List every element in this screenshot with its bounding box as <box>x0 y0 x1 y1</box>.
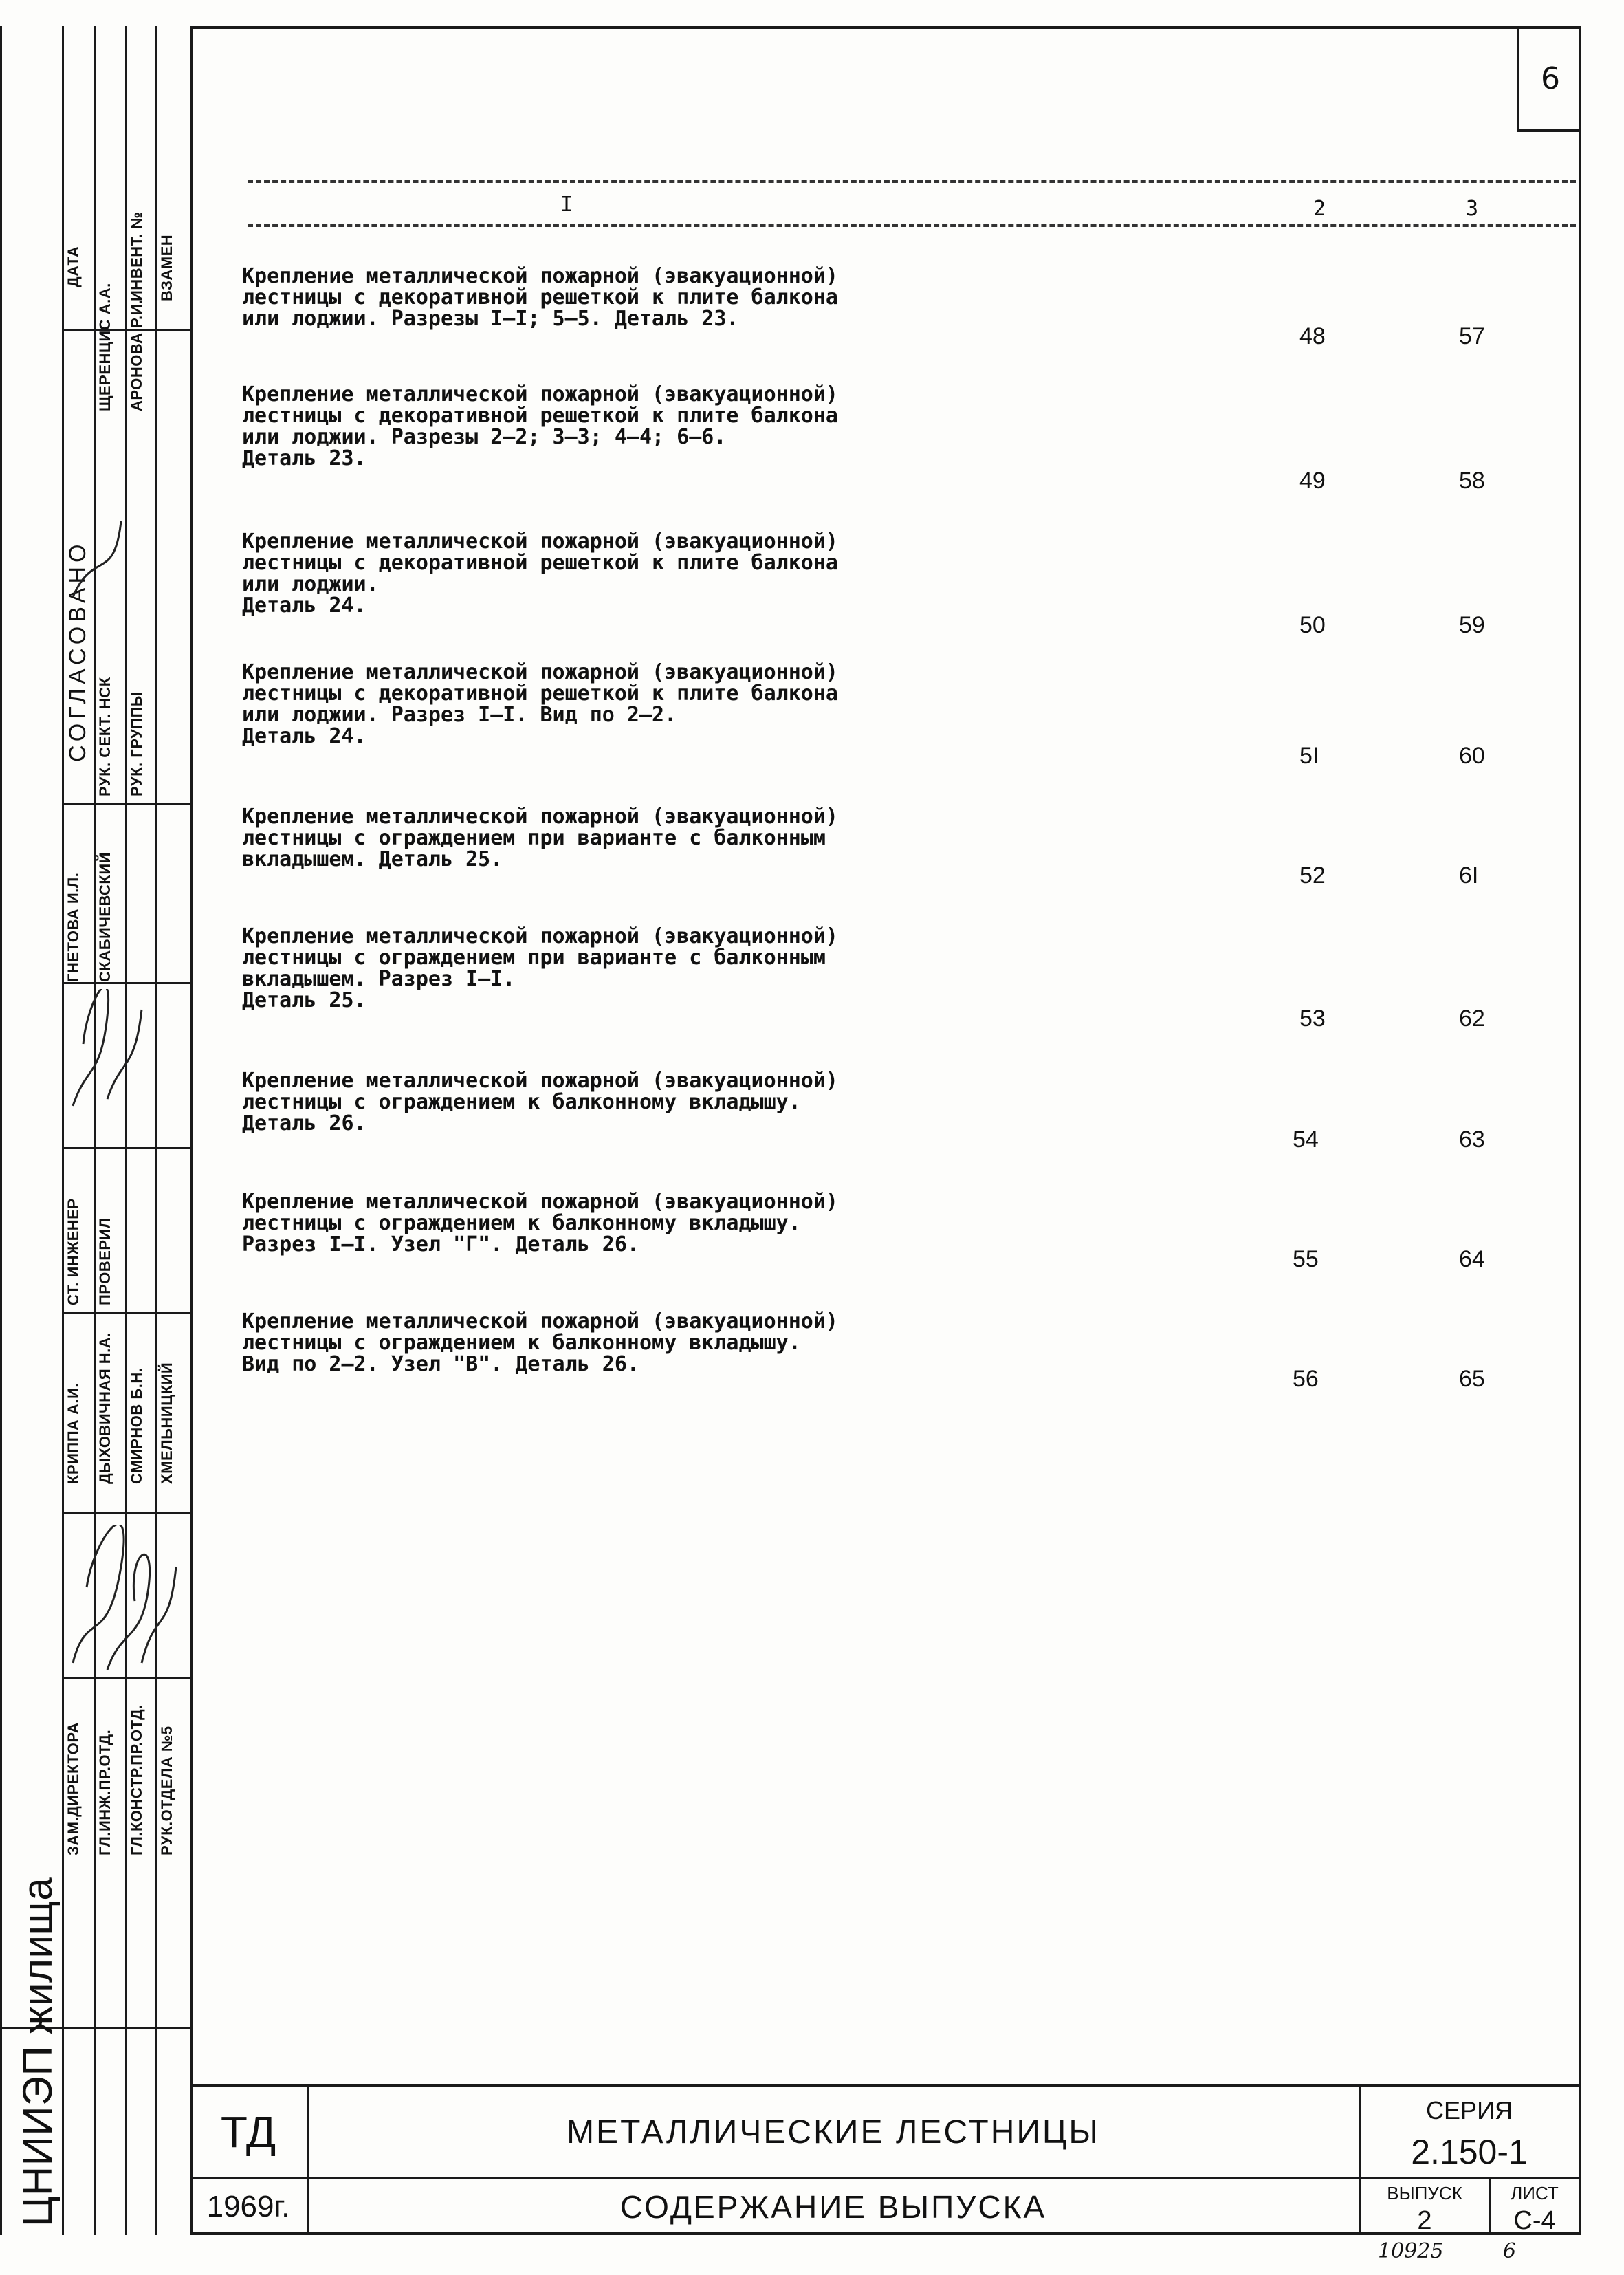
role-label: РУК.ОТДЕЛА №5 <box>158 1726 175 1855</box>
series-value: 2.150-1 <box>1411 2133 1528 2171</box>
entry-line: Крепление металлической пожарной (эвакуационной) <box>242 924 838 948</box>
entry-col3: 63 <box>1459 1126 1485 1153</box>
content-entry <box>242 1191 1287 1255</box>
entry-col3: 57 <box>1459 323 1485 349</box>
entry-line: Деталь 26. <box>242 1111 366 1135</box>
org-name: ЦНИИЭП жилища <box>14 1877 61 2227</box>
strip-divider <box>94 26 96 2235</box>
approved-role: СТ. ИНЖЕНЕР <box>65 1198 82 1305</box>
approval-signatures <box>66 989 155 1113</box>
entry-line: лестницы с ограждением к балконному вкладышу. <box>242 1331 801 1355</box>
entry-line: лестницы с декоративной решеткой к плите балкона <box>242 551 838 575</box>
strip-row-line <box>62 803 190 805</box>
entry-line: Деталь 23. <box>242 446 366 470</box>
footer-note-right: 6 <box>1503 2239 1517 2263</box>
entry-line: лестницы с декоративной решеткой к плите балкона <box>242 682 838 706</box>
approved-role: РУК. СЕКТ. НСК <box>96 677 113 796</box>
entry-col2: 56 <box>1293 1366 1319 1392</box>
entry-line: Разрез I–I. Узел "Г". Деталь 26. <box>242 1232 639 1256</box>
entry-line: Деталь 24. <box>242 594 366 618</box>
entry-line: вкладышем. Разрез I–I. <box>242 967 516 991</box>
entry-line: или лоджии. <box>242 572 379 596</box>
sheet-value: С-4 <box>1513 2206 1556 2235</box>
content-entry <box>242 1311 1287 1375</box>
content-entry <box>242 531 1287 616</box>
entry-line: лестницы с ограждением при варианте с балконным <box>242 946 826 970</box>
document-mark: ТД <box>220 2107 276 2157</box>
entry-col3: 62 <box>1459 1005 1485 1032</box>
strip-divider <box>62 26 64 2235</box>
entry-line: Деталь 25. <box>242 988 366 1012</box>
role-label: ЗАМ.ДИРЕКТОРА <box>65 1721 82 1855</box>
entry-line: лестницы с ограждением при варианте с балконным <box>242 826 826 850</box>
approved-name: ЩЕРЕНЦИС А.А. <box>96 283 113 411</box>
entry-col2: 52 <box>1299 862 1326 889</box>
entry-col3: 65 <box>1459 1366 1485 1392</box>
entry-line: Крепление металлической пожарной (эвакуационной) <box>242 1190 838 1214</box>
entry-line: или лоджии. Разрезы I–I; 5–5. Деталь 23. <box>242 307 739 331</box>
entry-line: Крепление металлической пожарной (эвакуационной) <box>242 1309 838 1334</box>
strip-divider <box>155 26 157 2235</box>
entry-line: Крепление металлической пожарной (эвакуационной) <box>242 264 838 288</box>
entry-line: лестницы с декоративной решеткой к плите балкона <box>242 285 838 309</box>
staff-name: ХМЕЛЬНИЦКИЙ <box>158 1362 175 1484</box>
date-label: ДАТА <box>65 246 82 287</box>
role-label: ГЛ.ИНЖ.ПР.ОТД. <box>96 1729 113 1855</box>
entry-line: Крепление металлической пожарной (эвакуационной) <box>242 660 838 684</box>
entry-line: Деталь 24. <box>242 724 366 748</box>
left-stamp-strip <box>0 26 190 2235</box>
staff-name: ДЫХОВИЧНАЯ Н.А. <box>96 1332 113 1484</box>
entry-col3: 58 <box>1459 468 1485 494</box>
strip-divider <box>125 26 127 2235</box>
replace-label: ВЗАМЕН <box>158 234 175 301</box>
entry-col3: 59 <box>1459 612 1485 638</box>
content-entry <box>242 1070 1287 1134</box>
header-rule-top <box>248 180 1576 183</box>
sheet-label: ЛИСТ <box>1511 2182 1559 2203</box>
strip-border <box>0 26 2 2235</box>
approved-header: СОГЛАСОВАНО <box>65 540 91 762</box>
entry-col2: 53 <box>1299 1005 1326 1032</box>
entry-line: Крепление металлической пожарной (эвакуационной) <box>242 1069 838 1093</box>
role-label: ГЛ.КОНСТР.ПР.ОТД. <box>128 1704 145 1855</box>
approved-name: АРОНОВА Р.И. <box>128 299 145 411</box>
sheet-number: 6 <box>1517 28 1581 132</box>
content-entry <box>242 806 1287 870</box>
issue-label: ВЫПУСК <box>1387 2182 1462 2203</box>
signatures <box>66 1525 187 1677</box>
entry-line: Вид по 2–2. Узел "В". Деталь 26. <box>242 1352 639 1376</box>
content-entry <box>242 662 1287 747</box>
strip-row-line <box>62 1677 190 1679</box>
inventory-label: ИНВЕНТ. № <box>128 211 145 301</box>
header-rule-bottom <box>248 224 1576 227</box>
approved-role: РУК. ГРУППЫ <box>128 691 145 796</box>
entry-col2: 50 <box>1299 612 1326 638</box>
issue-value: 2 <box>1417 2206 1432 2235</box>
column-header-3: 3 <box>1466 197 1479 221</box>
document-subtitle: СОДЕРЖАНИЕ ВЫПУСКА <box>619 2189 1047 2225</box>
staff-name: КРИППА А.И. <box>65 1383 82 1484</box>
footer-note-left: 10925 <box>1378 2239 1444 2263</box>
strip-row-line <box>62 1512 190 1514</box>
strip-row-line <box>62 1312 190 1314</box>
entry-col2: 49 <box>1299 468 1326 494</box>
column-header-1: I <box>560 193 573 217</box>
document-year: 1969г. <box>206 2190 290 2223</box>
approved-name: СКАБИЧЕВСКИЙ <box>96 852 113 982</box>
approved-role: ПРОВЕРИЛ <box>96 1217 113 1305</box>
entry-line: Крепление металлической пожарной (эвакуационной) <box>242 805 838 829</box>
series-label: СЕРИЯ <box>1426 2096 1513 2124</box>
entry-col3: 60 <box>1459 743 1485 769</box>
title-block <box>190 2084 1581 2235</box>
strip-row-line <box>62 982 190 984</box>
strip-row-line <box>62 329 190 331</box>
entry-line: Крепление металлической пожарной (эвакуационной) <box>242 530 838 554</box>
content-entry <box>242 384 1287 469</box>
entry-col3: 6I <box>1459 862 1479 889</box>
entry-line: Крепление металлической пожарной (эвакуационной) <box>242 382 838 406</box>
entry-line: лестницы с ограждением к балконному вкладышу. <box>242 1090 801 1114</box>
document-title: МЕТАЛЛИЧЕСКИЕ ЛЕСТНИЦЫ <box>567 2113 1100 2151</box>
approval-signature <box>66 508 128 604</box>
staff-name: СМИРНОВ Б.Н. <box>128 1367 145 1484</box>
strip-row-line <box>62 1147 190 1149</box>
entry-line: или лоджии. Разрез I–I. Вид по 2–2. <box>242 703 677 727</box>
content-entry <box>242 926 1287 1011</box>
entry-line: лестницы с ограждением к балконному вкладышу. <box>242 1211 801 1235</box>
content-entry <box>242 265 1287 329</box>
entry-col2: 48 <box>1299 323 1326 349</box>
approved-name: ГНЕТОВА И.Л. <box>65 872 82 982</box>
entry-line: или лоджии. Разрезы 2–2; 3–3; 4–4; 6–6. <box>242 425 727 449</box>
entry-col2: 54 <box>1293 1126 1319 1153</box>
entry-line: вкладышем. Деталь 25. <box>242 847 503 871</box>
column-header-2: 2 <box>1313 197 1326 221</box>
entry-line: лестницы с декоративной решеткой к плите балкона <box>242 404 838 428</box>
entry-col2: 5I <box>1299 743 1319 769</box>
entry-col3: 64 <box>1459 1246 1485 1272</box>
entry-col2: 55 <box>1293 1246 1319 1272</box>
